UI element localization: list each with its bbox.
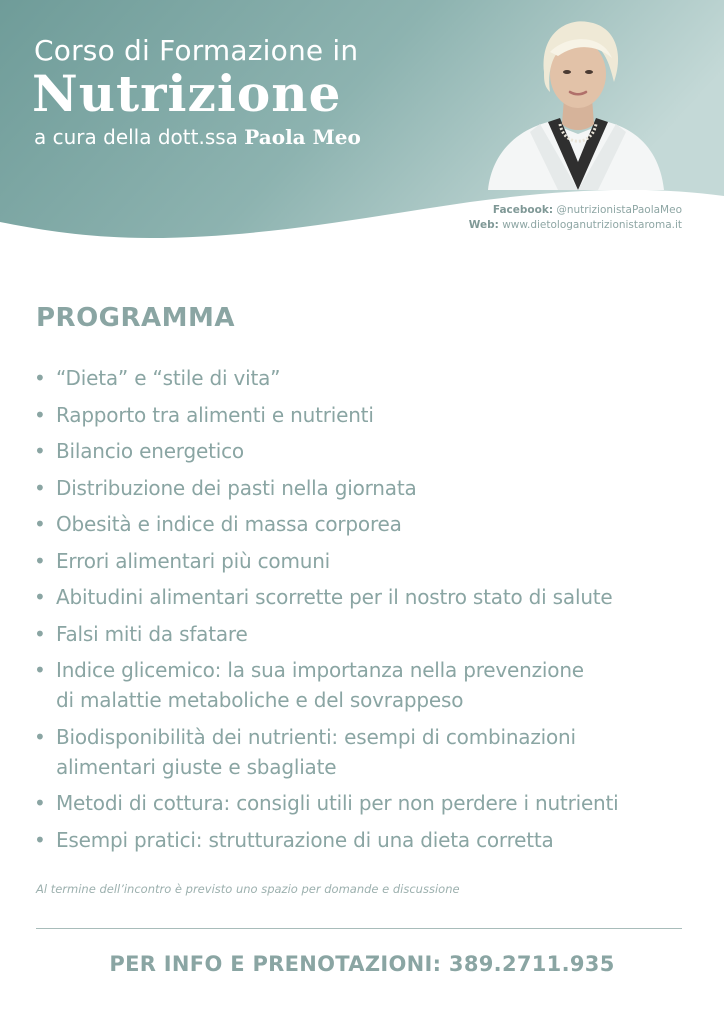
course-author (34, 125, 361, 149)
website-link[interactable]: www.dietologanutrizionistaroma.it (502, 219, 682, 231)
author-prefix: a cura della dott.ssa (34, 125, 238, 149)
facebook-label: Facebook: (492, 204, 554, 216)
doctor-portrait-image (478, 12, 678, 190)
web-line (469, 218, 682, 233)
program-item: • Metodi di cottura: consigli utili per non perdere i nutrienti (34, 788, 694, 818)
course-title: Nutrizione (32, 64, 342, 123)
divider (36, 928, 682, 929)
program-item: • Bilancio energetico (34, 436, 694, 466)
facebook-line (469, 203, 682, 218)
facebook-handle[interactable]: @nutrizionistaPaolaMeo (556, 204, 682, 216)
closing-note: Al termine dell’incontro è previsto uno spazio per domande e discussione (36, 882, 460, 896)
program-item: • “Dieta” e “stile di vita” (34, 363, 694, 393)
program-list (34, 363, 694, 861)
author-name: Paola Meo (244, 125, 361, 149)
program-item: • Abitudini alimentari scorrette per il nostro stato di salute (34, 582, 694, 612)
contact-info (469, 203, 682, 233)
course-title-line1: Corso di Formazione in (34, 34, 359, 67)
program-item: • Falsi miti da sfatare (34, 619, 694, 649)
booking-info: PER INFO E PRENOTAZIONI: 389.2711.935 (109, 952, 615, 976)
program-item: • Biodisponibilità dei nutrienti: esempi di combinazioni alimentari giuste e sbagliate (34, 722, 694, 782)
program-heading: PROGRAMMA (36, 303, 236, 333)
program-item: • Obesità e indice di massa corporea (34, 509, 694, 539)
program-item: • Errori alimentari più comuni (34, 546, 694, 576)
program-item: • Rapporto tra alimenti e nutrienti (34, 400, 694, 430)
program-item: • Esempi pratici: strutturazione di una dieta corretta (34, 825, 694, 855)
program-item: • Distribuzione dei pasti nella giornata (34, 473, 694, 503)
program-item: • Indice glicemico: la sua importanza nella prevenzione di malattie metaboliche e del sovrappeso (34, 655, 694, 715)
web-label: Web: (468, 219, 499, 231)
